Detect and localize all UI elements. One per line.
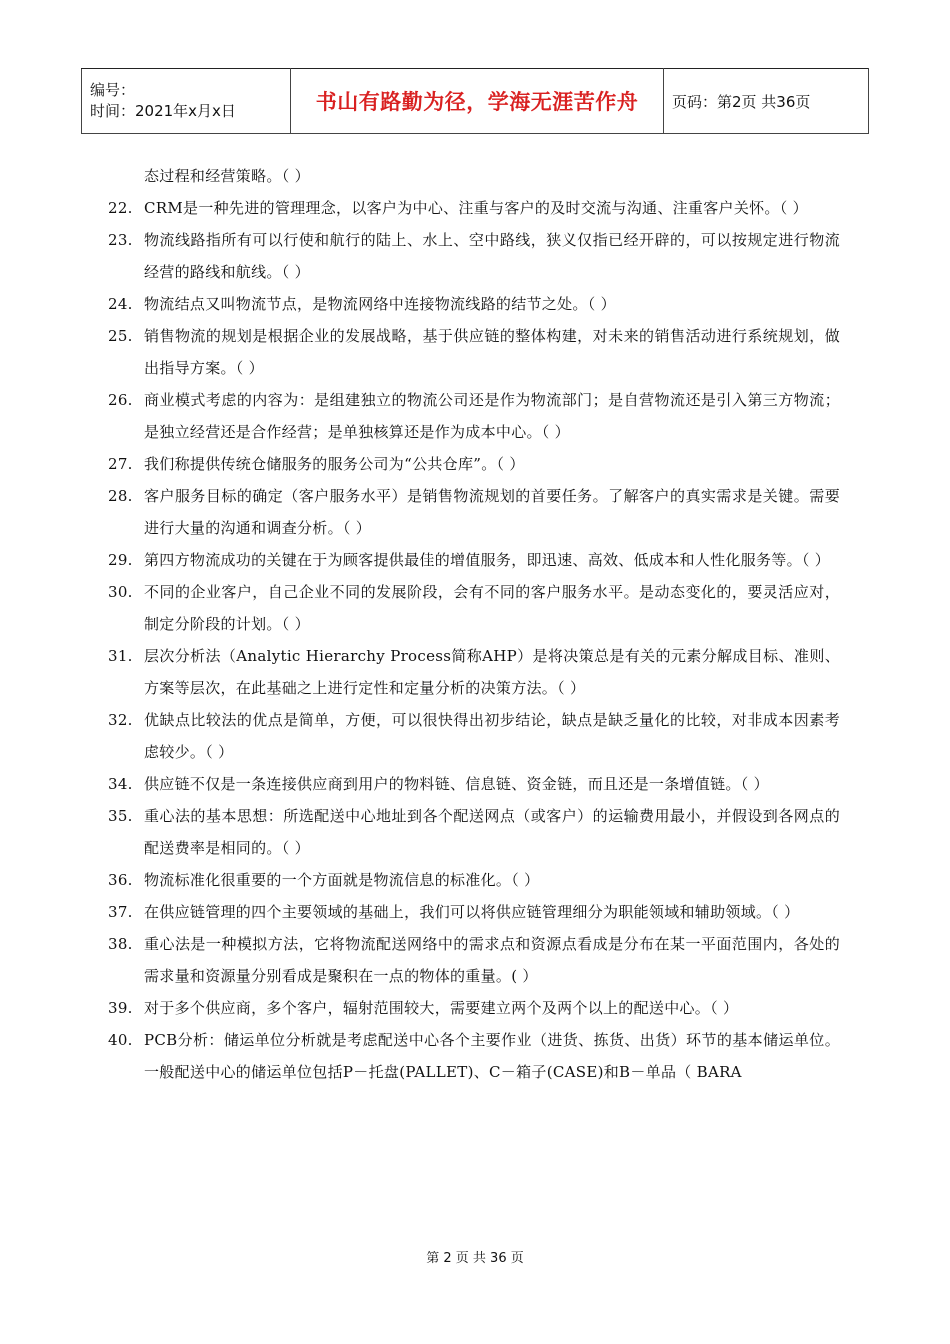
- question-text: 物流标准化很重要的一个方面就是物流信息的标准化。（ ）: [144, 871, 540, 889]
- header-motto-cell: [291, 69, 664, 134]
- question-item: [0, 768, 840, 800]
- question-number: 24.: [108, 295, 133, 313]
- question-number: 26.: [108, 391, 133, 409]
- question-number: 36.: [108, 871, 133, 889]
- question-item: [0, 224, 840, 288]
- question-item: [0, 384, 840, 448]
- question-number: 22.: [108, 199, 133, 217]
- question-text: 第四方物流成功的关键在于为顾客提供最佳的增值服务，即迅速、高效、低成本和人性化服务等。（ ）: [144, 551, 831, 569]
- question-item: [0, 576, 840, 640]
- question-text: 物流线路指所有可以行使和航行的陆上、水上、空中路线，狭义仅指已经开辟的，可以按规定进行物流经营的路线和航线。（ ）: [144, 231, 840, 281]
- question-number: 29.: [108, 551, 133, 569]
- question-item: [0, 640, 840, 704]
- question-number: 32.: [108, 711, 133, 729]
- question-number: 38.: [108, 935, 133, 953]
- question-number: 30.: [108, 583, 133, 601]
- question-number: 25.: [108, 327, 133, 345]
- question-item: [0, 992, 840, 1024]
- question-number: 37.: [108, 903, 133, 921]
- question-text: 优缺点比较法的优点是简单，方便，可以很快得出初步结论，缺点是缺乏量化的比较，对非成本因素考虑较少。（ ）: [144, 711, 840, 761]
- question-text: 重心法的基本思想：所选配送中心地址到各个配送网点（或客户）的运输费用最小，并假设到各网点的配送费率是相同的。（ ）: [144, 807, 840, 857]
- question-text: 物流结点又叫物流节点，是物流网络中连接物流线路的结节之处。（ ）: [144, 295, 616, 313]
- question-item: [0, 480, 840, 544]
- code-label: 编号：: [90, 81, 136, 99]
- question-text: 销售物流的规划是根据企业的发展战略，基于供应链的整体构建，对未来的销售活动进行系统规划，做出指导方案。（ ）: [144, 327, 840, 377]
- question-text: 对于多个供应商，多个客户，辐射范围较大，需要建立两个及两个以上的配送中心。（ ）: [144, 999, 739, 1017]
- question-number: 27.: [108, 455, 133, 473]
- question-number: 40.: [108, 1031, 133, 1049]
- page-info: 页码：第2页 共36页: [672, 92, 811, 111]
- question-text: 重心法是一种模拟方法，它将物流配送网络中的需求点和资源点看成是分布在某一平面范围内，各处的需求量和资源量分别看成是聚积在一点的物体的重量。( ）: [144, 935, 840, 985]
- question-text: CRM是一种先进的管理理念，以客户为中心、注重与客户的及时交流与沟通、注重客户关怀。（ ）: [144, 199, 808, 217]
- question-item: [0, 896, 840, 928]
- question-item: [0, 928, 840, 992]
- question-item: [0, 1024, 840, 1088]
- time-label: 时间：2021年x月x日: [90, 102, 236, 120]
- question-number: 31.: [108, 647, 133, 665]
- question-number: 23.: [108, 231, 133, 249]
- question-text: 层次分析法（Analytic Hierarchy Process简称AHP）是将决策总是有关的元素分解成目标、准则、方案等层次，在此基础之上进行定性和定量分析的决策方法。（ ）: [144, 647, 840, 697]
- question-item: [0, 704, 840, 768]
- question-item: [0, 800, 840, 864]
- question-text: 商业模式考虑的内容为：是组建独立的物流公司还是作为物流部门；是自营物流还是引入第三方物流；是独立经营还是合作经营；是单独核算还是作为成本中心。（ ）: [144, 391, 840, 441]
- question-text: PCB分析：储运单位分析就是考虑配送中心各个主要作业（进货、拣货、出货）环节的基本储运单位。一般配送中心的储运单位包括P－托盘(PALLET)、C－箱子(CASE)和B－单品（ BARA: [144, 1031, 840, 1081]
- page-footer: 第 2 页 共 36 页: [426, 1251, 524, 1266]
- question-number: 34.: [108, 775, 133, 793]
- question-item: [0, 192, 840, 224]
- question-item: [0, 864, 840, 896]
- question-item: [0, 288, 840, 320]
- question-number: 39.: [108, 999, 133, 1017]
- question-number: 35.: [108, 807, 133, 825]
- motto-text: 书山有路勤为径，学海无涯苦作舟: [315, 90, 639, 114]
- question-number: 28.: [108, 487, 133, 505]
- header-meta-cell: [82, 69, 291, 134]
- question-text: 在供应链管理的四个主要领域的基础上，我们可以将供应链管理细分为职能领域和辅助领域。（ ）: [144, 903, 800, 921]
- continuation-line: 态过程和经营策略。（ ）: [144, 167, 310, 185]
- header-page-cell: [664, 69, 869, 134]
- question-item: [0, 544, 840, 576]
- question-text: 我们称提供传统仓储服务的服务公司为“公共仓库”。（ ）: [144, 455, 525, 473]
- question-text: 供应链不仅是一条连接供应商到用户的物料链、信息链、资金链，而且还是一条增值链。（ ）: [144, 775, 769, 793]
- question-text: 客户服务目标的确定（客户服务水平）是销售物流规划的首要任务。了解客户的真实需求是关键。需要进行大量的沟通和调查分析。（ ）: [144, 487, 840, 537]
- question-list: [0, 160, 950, 1088]
- question-item: [0, 320, 840, 384]
- page-header-table: [81, 68, 869, 134]
- question-text: 不同的企业客户，自己企业不同的发展阶段，会有不同的客户服务水平。是动态变化的，要灵活应对，制定分阶段的计划。（ ）: [144, 583, 840, 633]
- question-item: [0, 448, 840, 480]
